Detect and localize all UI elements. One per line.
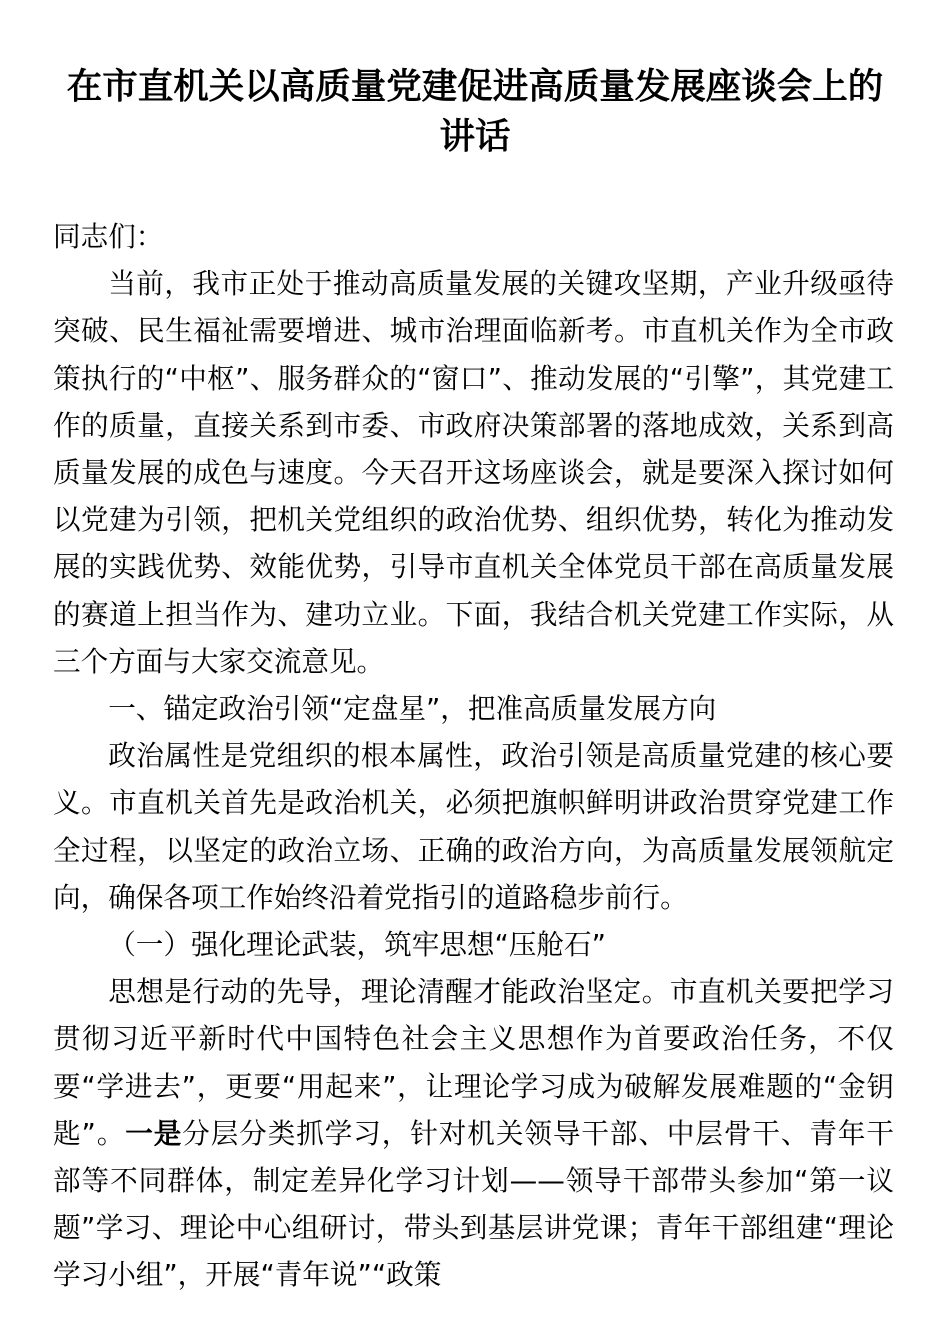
text-run: 思想是行动的先导，理论清醒才能政治坚定。市直机关要把学习贯彻习近平新时代中国特色社会主义思想作为首要政治任务，不仅要“学进去”，更要“用起来”，让理论学习成为破解发展难题的“金钥匙”。 xyxy=(53,975,894,1150)
page-title: 在市直机关以高质量党建促进高质量发展座谈会上的讲话 xyxy=(66,66,884,157)
document-body xyxy=(53,213,894,1299)
paragraph-subsection-1-1-body xyxy=(53,968,894,1298)
paragraph-section-1-intro: 政治属性是党组织的根本属性，政治引领是高质量党建的核心要义。市直机关首先是政治机关，必须把旗帜鲜明讲政治贯穿党建工作全过程，以坚定的政治立场、正确的政治方向，为高质量发展领航定向，确保各项工作始终沿着党指引的道路稳步前行。 xyxy=(53,739,894,914)
text-run: 分层分类抓学习，针对机关领导干部、中层骨干、青年干部等不同群体，制定差异化学习计划——领导干部带头参加“第一议题”学习、理论中心组研讨，带头到基层讲党课；青年干部组建“理论学习小组”，开展“青年说”“政策 xyxy=(53,1116,894,1292)
section-heading-1: 一、锚定政治引领“定盘星”，把准高质量发展方向 xyxy=(108,692,717,726)
salutation: 同志们： xyxy=(53,220,164,253)
paragraph-opening: 当前，我市正处于推动高质量发展的关键攻坚期，产业升级亟待突破、民生福祉需要增进、城市治理面临新考。市直机关作为全市政策执行的“中枢”、服务群众的“窗口”、推动发展的“引擎”，其党建工作的质量，直接关系到市委、市政府决策部署的落地成效，关系到高质量发展的成色与速度。今天召开这场座谈会，就是要深入探讨如何以党建为引领，把机关党组织的政治优势、组织优势，转化为推动发展的实践优势、效能优势，引导市直机关全体党员干部在高质量发展的赛道上担当作为、建功立业。下面，我结合机关党建工作实际，从三个方面与大家交流意见。 xyxy=(53,267,894,678)
emphasis-run: 一是 xyxy=(125,1116,183,1150)
subsection-heading-1-1: （一）强化理论武装，筑牢思想“压舱石” xyxy=(108,928,606,962)
